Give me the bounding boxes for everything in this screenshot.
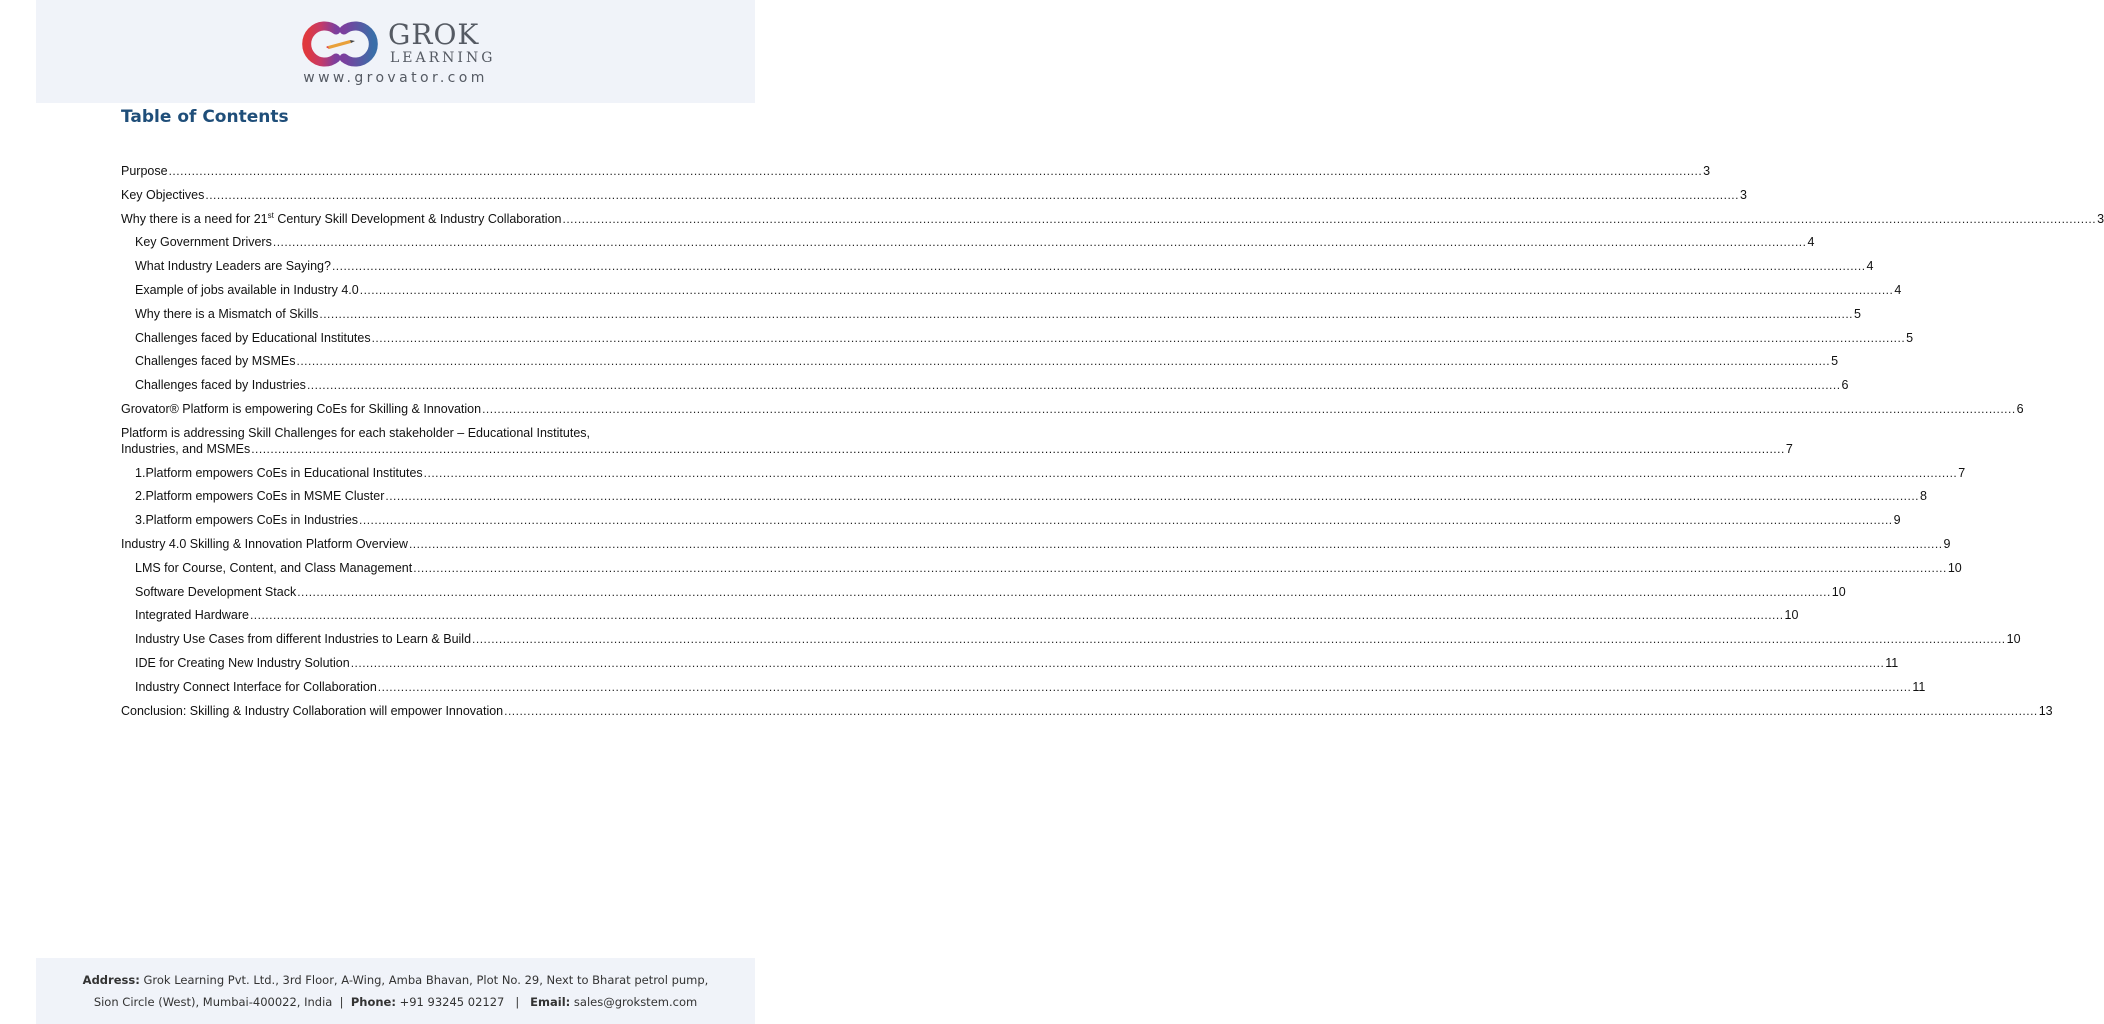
toc-entry[interactable] [121, 631, 2021, 647]
toc-entry-page: 4 [1866, 259, 1874, 274]
toc-entry[interactable] [121, 306, 1861, 322]
toc-leader-dots: ................................................................................................................................................................................................................................................................................................................................................................................................................ [408, 536, 1943, 551]
toc-leader-dots: ................................................................................................................................................................................................................................................................................................................................................................................................................ [297, 584, 1831, 599]
toc-entry[interactable] [121, 210, 2104, 227]
toc-entry-title: LMS for Course, Content, and Class Management [135, 560, 413, 575]
toc-entry-title: Key Objectives [121, 187, 205, 202]
toc-entry-title: Challenges faced by MSMEs [135, 354, 296, 369]
toc-leader-dots: ................................................................................................................................................................................................................................................................................................................................................................................................................ [350, 655, 1885, 670]
toc-entry-page: 6 [2016, 401, 2024, 416]
phone-label: Phone: [350, 995, 396, 1009]
email-address[interactable]: sales@grokstem.com [573, 995, 698, 1009]
toc-entry-title: Industry 4.0 Skilling & Innovation Platform Overview [121, 536, 408, 551]
toc-entry-page: 3 [1703, 164, 1711, 178]
toc-entry[interactable] [121, 282, 1902, 298]
address-label: Address: [82, 973, 140, 987]
toc-entry-page: 3 [2097, 211, 2104, 226]
toc-title-part: Why there is a need for 21 [121, 211, 268, 226]
toc-entry-title: Industry Use Cases from different Industries to Learn & Build [135, 632, 472, 647]
toc-leader-dots: ................................................................................................................................................................................................................................................................................................................................................................................................................ [377, 679, 1912, 694]
grok-logo-icon [298, 20, 384, 68]
toc-entry[interactable] [121, 330, 1914, 346]
toc-entry-page: 5 [1906, 330, 1914, 345]
toc-entry-title: Challenges faced by Educational Institutes [135, 330, 371, 345]
logo-text-grok: GROK [388, 18, 480, 51]
toc-entry-title: Integrated Hardware [135, 608, 249, 623]
footer-line-2 [36, 991, 755, 1013]
toc-entry-page: 5 [1831, 354, 1839, 369]
toc-entry-title: Platform empowers CoEs in MSME Cluster [145, 489, 385, 504]
toc-entry-title: Key Government Drivers [135, 235, 272, 250]
toc-leader-dots: ................................................................................................................................................................................................................................................................................................................................................................................................................ [482, 401, 2016, 416]
toc-entry-title: What Industry Leaders are Saying? [135, 259, 331, 274]
toc-entry-page: 9 [1943, 536, 1951, 551]
toc-leader-dots: ................................................................................................................................................................................................................................................................................................................................................................................................................ [359, 513, 1893, 528]
toc-entry-page: 10 [2006, 632, 2021, 647]
toc-entry-page: 5 [1853, 306, 1861, 321]
toc-entry[interactable] [121, 488, 1927, 504]
toc-leader-dots: ................................................................................................................................................................................................................................................................................................................................................................................................................ [319, 306, 1853, 321]
toc-leader-dots: ................................................................................................................................................................................................................................................................................................................................................................................................................ [331, 259, 1866, 274]
toc-entry-title: Software Development Stack [135, 584, 297, 599]
toc-entry-page: 9 [1893, 513, 1901, 528]
toc-entry-page: 7 [1958, 465, 1966, 480]
toc-entry-title: Why there is a Mismatch of Skills [135, 306, 319, 321]
toc-entry-page: 11 [1912, 679, 1926, 694]
toc-leader-dots: ................................................................................................................................................................................................................................................................................................................................................................................................................ [504, 703, 2038, 718]
toc-leader-dots: ................................................................................................................................................................................................................................................................................................................................................................................................................ [472, 632, 2006, 647]
page-title: Table of Contents [121, 107, 289, 127]
toc-entry-number: 3. [135, 513, 146, 528]
toc-entry[interactable] [121, 234, 1815, 250]
toc-leader-dots: ................................................................................................................................................................................................................................................................................................................................................................................................................ [272, 235, 1807, 250]
toc-entry-page: 10 [1784, 608, 1799, 623]
separator: | [339, 995, 344, 1009]
toc-entry-page: 6 [1841, 378, 1849, 393]
toc-entry-title: Purpose [121, 164, 168, 178]
toc-leader-dots: ................................................................................................................................................................................................................................................................................................................................................................................................................ [423, 465, 1958, 480]
toc-entry[interactable] [121, 258, 1874, 274]
toc-entry-page: 11 [1885, 655, 1899, 670]
email-label: Email: [530, 995, 571, 1009]
toc-leader-dots: ................................................................................................................................................................................................................................................................................................................................................................................................................ [359, 282, 1894, 297]
toc-entry[interactable] [121, 584, 1846, 600]
toc-leader-dots: ................................................................................................................................................................................................................................................................................................................................................................................................................ [385, 489, 1919, 504]
toc-entry-page: 10 [1831, 584, 1846, 599]
toc-leader-dots: ................................................................................................................................................................................................................................................................................................................................................................................................................ [371, 330, 1906, 345]
toc-entry[interactable] [121, 679, 1926, 695]
address-text-continued: Sion Circle (West), Mumbai-400022, India [93, 995, 333, 1009]
toc-leader-dots: ................................................................................................................................................................................................................................................................................................................................................................................................................ [249, 608, 1784, 623]
toc-entry-number: 1. [135, 465, 146, 480]
toc-entry-page: 4 [1807, 235, 1815, 250]
toc-title-superscript: st [267, 210, 274, 220]
toc-leader-dots: ................................................................................................................................................................................................................................................................................................................................................................................................................ [205, 187, 1739, 202]
toc-entry[interactable] [121, 703, 2053, 719]
separator: | [515, 995, 520, 1009]
toc-leader-dots: ................................................................................................................................................................................................................................................................................................................................................................................................................ [251, 441, 1785, 456]
toc-entry[interactable] [121, 187, 1747, 203]
toc-entry-page: 3 [1739, 187, 1747, 202]
toc-entry-title-continued: Industries, and MSMEs [121, 441, 251, 456]
toc-entry-page: 8 [1919, 489, 1927, 504]
toc-entry-number: 2. [135, 489, 146, 504]
toc-entry[interactable] [121, 163, 1711, 179]
toc-entry-title: Platform empowers CoEs in Educational Institutes [145, 465, 423, 480]
footer-address-block [36, 969, 755, 1013]
toc-entry[interactable] [121, 377, 1849, 393]
toc-entry-title [121, 211, 561, 227]
toc-entry-title: Platform is addressing Skill Challenges for each stakeholder – Educational Institutes, [121, 425, 591, 440]
toc-entry-title: Grovator® Platform is empowering CoEs for Skilling & Innovation [121, 401, 482, 416]
toc-title-part: Century Skill Development & Industry Collaboration [273, 211, 562, 226]
toc-entry[interactable] [121, 401, 2024, 417]
toc-entry-page: 13 [2038, 703, 2053, 718]
website-url[interactable]: www.grovator.com [303, 70, 488, 86]
toc-leader-dots: ................................................................................................................................................................................................................................................................................................................................................................................................................ [306, 378, 1841, 393]
toc-entry-page: 4 [1894, 282, 1902, 297]
toc-entry-title: Example of jobs available in Industry 4.0 [135, 282, 359, 297]
toc-entry[interactable] [121, 425, 1793, 457]
toc-entry[interactable] [121, 607, 1799, 623]
toc-entry[interactable] [121, 560, 1962, 576]
toc-entry-title: Platform empowers CoEs in Industries [145, 513, 359, 528]
toc-entry[interactable] [121, 655, 1899, 671]
table-of-contents [121, 163, 2104, 726]
phone-number[interactable]: +91 93245 02127 [399, 995, 505, 1009]
toc-leader-dots: ................................................................................................................................................................................................................................................................................................................................................................................................................ [296, 354, 1831, 369]
toc-leader-dots: ................................................................................................................................................................................................................................................................................................................................................................................................................ [168, 164, 1703, 178]
toc-entry-page: 10 [1947, 560, 1962, 575]
logo-text-learning: LEARNING [390, 50, 496, 66]
toc-leader-dots: ................................................................................................................................................................................................................................................................................................................................................................................................................ [413, 560, 1947, 575]
toc-leader-dots: ................................................................................................................................................................................................................................................................................................................................................................................................................ [562, 211, 2097, 226]
toc-entry-title: Conclusion: Skilling & Industry Collaboration will empower Innovation [121, 703, 504, 718]
toc-entry[interactable] [121, 512, 1901, 528]
toc-entry-title: IDE for Creating New Industry Solution [135, 655, 350, 670]
toc-entry-page: 7 [1785, 441, 1793, 456]
company-logo [298, 20, 498, 68]
toc-entry[interactable] [121, 353, 1839, 369]
toc-entry[interactable] [121, 465, 1966, 481]
toc-entry-title: Challenges faced by Industries [135, 378, 306, 393]
toc-entry[interactable] [121, 536, 1951, 552]
footer-line-1 [36, 969, 755, 991]
address-text: Grok Learning Pvt. Ltd., 3rd Floor, A-Wing, Amba Bhavan, Plot No. 29, Next to Bharat petrol pump, [143, 973, 709, 987]
toc-entry-title: Industry Connect Interface for Collaboration [135, 679, 377, 694]
